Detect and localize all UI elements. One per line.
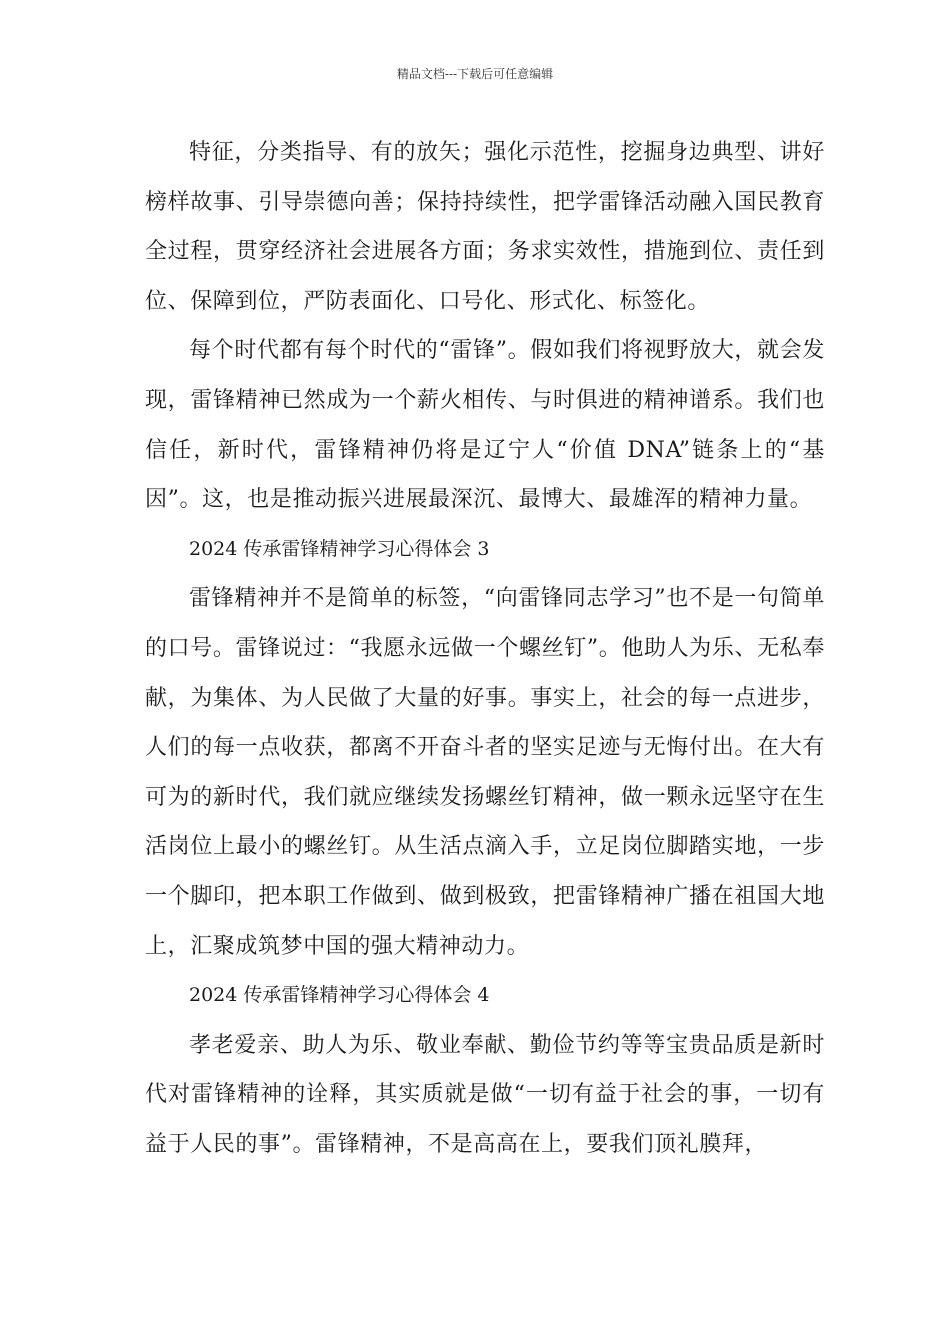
line: 时代对雷锋精神的诠释，其实质就是做“一切有益于社会的事，一 [145,1032,825,1108]
section-heading-3: 2024 传承雷锋精神学习心得体会 3 [189,537,490,560]
line: 神力量。 [721,487,813,513]
line: 雷锋精神并不是简单的标签，“向雷锋同志学习”也不是一句 [189,586,780,612]
line: 样故事、引导崇德向善；保持持续性，把学雷锋活动融入国民教育 [167,189,825,215]
line: 神广播在祖国大地上，汇聚成筑梦中国的强大精神动力。 [145,883,825,959]
line: 无私奉献，为集体、为人民做了大量的好事。事实上，社会的每一 [145,635,826,711]
line: 特征，分类指导、有的放矢；强化示范性，挖掘身边典型、讲好榜 [145,140,825,215]
line: 脚踏实地，一步一个脚印，把本职工作做到、做到极致，把雷锋精 [145,834,826,909]
line: 到位、保障到位，严防表面化、口号化、形式化、标签化。 [145,239,825,314]
line: 全过程，贯穿经济社会进展各方面；务求实效性，措施到位、责任 [145,239,803,265]
document-body [145,128,825,1169]
line: 点进步，人们的每一点收获，都离不开奋斗者的坚实足迹与无悔付 [145,685,825,761]
line: 我们也信任，新时代，雷锋精神仍将是辽宁人“价值 DNA”链条上 [145,387,825,463]
line: 出。在大有可为的新时代，我们就应继续发扬螺丝钉精神，做一颗 [145,735,825,810]
line: 会发现，雷锋精神已然成为一个薪火相传、与时俱进的精神谱系。 [145,338,825,413]
paragraph-1 [145,128,825,326]
line: 永远坚守在生活岗位上最小的螺丝钉。从生活点滴入手，立足岗位 [145,784,825,860]
line: 每个时代都有每个时代的“雷锋”。假如我们将视野放大，就 [189,338,780,364]
paragraph-4 [145,1021,825,1170]
line: 的“基因”。这，也是推动振兴进展最深沉、最博大、最雄浑的精 [145,437,825,513]
section-heading-4: 2024 传承雷锋精神学习心得体会 4 [189,984,490,1007]
line: 切有益于人民的事”。雷锋精神，不是高高在上，要我们顶礼膜拜， [145,1082,825,1157]
paragraph-2 [145,326,825,524]
line: 孝老爱亲、助人为乐、敬业奉献、勤俭节约等等宝贵品质是新 [189,1032,803,1058]
page-header: 精品文档---下载后可任意编辑 [396,67,554,81]
line: 简单的口号。雷锋说过：“我愿永远做一个螺丝钉”。他助人为乐、 [145,586,825,661]
paragraph-3 [145,574,825,971]
